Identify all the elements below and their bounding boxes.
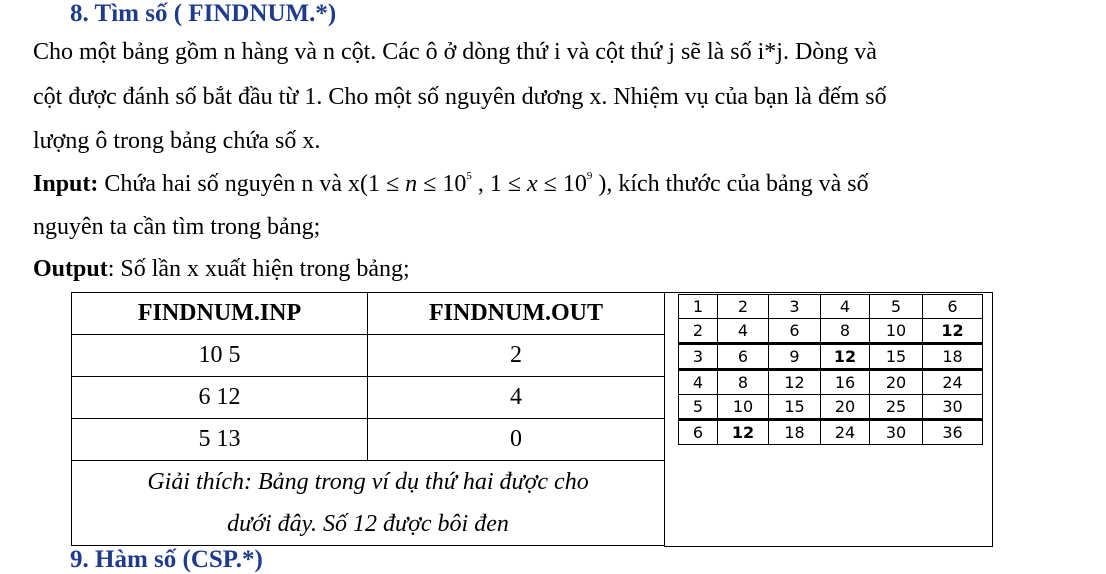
grid-cell: 24	[821, 420, 870, 445]
grid-cell: 12	[769, 370, 821, 395]
grid-row	[679, 395, 983, 420]
constraint-n-exponent: 5	[466, 170, 472, 182]
grid-cell: 18	[769, 420, 821, 445]
out-cell: 4	[368, 377, 665, 419]
grid-cell: 36	[923, 420, 983, 445]
constraint-n	[368, 171, 472, 197]
constraint-x-upper: ≤ 10	[537, 171, 587, 197]
output-line	[33, 255, 410, 283]
description-line-2: cột được đánh số bắt đầu từ 1. Cho một số nguyên dương x. Nhiệm vụ của bạn là đếm số	[33, 84, 887, 110]
inp-cell: 10 5	[72, 335, 368, 377]
grid-row	[679, 344, 983, 370]
grid-cell: 15	[870, 344, 923, 370]
grid-row	[679, 370, 983, 395]
grid-cell: 8	[821, 319, 870, 344]
io-example-table	[71, 292, 665, 546]
table-row	[72, 377, 665, 419]
header-out: FINDNUM.OUT	[368, 293, 665, 335]
grid-cell-highlighted: 12	[821, 344, 870, 370]
explanation-row	[72, 461, 665, 546]
input-line-2: nguyên ta cần tìm trong bảng;	[33, 214, 321, 240]
grid-row	[679, 295, 983, 319]
explanation-cell	[72, 461, 665, 546]
output-label: Output	[33, 256, 108, 282]
output-text: : Số lần x xuất hiện trong bảng;	[107, 256, 410, 282]
next-problem-heading: 9. Hàm số (CSP.*)	[70, 546, 263, 573]
grid-cell: 10	[718, 395, 769, 420]
table-row	[72, 335, 665, 377]
constraint-n-lower: 1 ≤	[368, 171, 406, 197]
grid-cell: 1	[679, 295, 718, 319]
out-cell: 2	[368, 335, 665, 377]
grid-cell: 9	[769, 344, 821, 370]
constraint-x-exponent: 9	[586, 170, 593, 182]
grid-cell: 10	[870, 319, 923, 344]
description-line-3: lượng ô trong bảng chứa số x.	[33, 128, 321, 154]
constraint-separator: ,	[471, 171, 490, 197]
grid-cell: 5	[870, 295, 923, 319]
grid-cell: 4	[718, 319, 769, 344]
constraint-x-var: x	[527, 171, 538, 197]
grid-cell: 16	[821, 370, 870, 395]
grid-cell: 30	[923, 395, 983, 420]
grid-cell: 15	[769, 395, 821, 420]
grid-cell: 2	[718, 295, 769, 319]
grid-cell-highlighted: 12	[923, 319, 983, 344]
inp-cell: 6 12	[72, 377, 368, 419]
input-text-before: Chứa hai số nguyên n và x(	[98, 171, 368, 197]
out-cell: 0	[368, 419, 665, 461]
explanation-line-2: dưới đây. Số 12 được bôi đen	[227, 511, 509, 537]
constraint-n-var: n	[405, 171, 418, 197]
input-label: Input:	[33, 171, 99, 197]
grid-cell-highlighted: 12	[718, 420, 769, 445]
constraint-n-upper: ≤ 10	[417, 171, 467, 197]
grid-cell: 6	[679, 420, 718, 445]
grid-cell: 24	[923, 370, 983, 395]
description-line-1: Cho một bảng gồm n hàng và n cột. Các ô ở dòng thứ i và cột thứ j sẽ là số i*j. Dòng và	[33, 39, 877, 65]
constraint-x	[490, 171, 593, 197]
explanation-line-1: Giải thích: Bảng trong ví dụ thứ hai được cho	[147, 469, 589, 495]
grid-cell: 3	[679, 344, 718, 370]
header-inp: FINDNUM.INP	[72, 293, 368, 335]
grid-cell: 20	[821, 395, 870, 420]
grid-cell: 6	[923, 295, 983, 319]
grid-cell: 5	[679, 395, 718, 420]
grid-cell: 20	[870, 370, 923, 395]
grid-cell: 4	[821, 295, 870, 319]
grid-cell: 6	[769, 319, 821, 344]
input-line-1	[33, 170, 869, 198]
grid-cell: 2	[679, 319, 718, 344]
grid-cell: 4	[679, 370, 718, 395]
grid-row	[679, 420, 983, 445]
inp-cell: 5 13	[72, 419, 368, 461]
table-row	[72, 419, 665, 461]
grid-cell: 6	[718, 344, 769, 370]
io-header-row	[72, 293, 665, 335]
multiplication-grid	[678, 294, 983, 445]
grid-cell: 3	[769, 295, 821, 319]
grid-cell: 30	[870, 420, 923, 445]
grid-cell: 18	[923, 344, 983, 370]
grid-cell: 8	[718, 370, 769, 395]
input-text-after: ), kích thước của bảng và số	[592, 171, 869, 197]
grid-cell: 25	[870, 395, 923, 420]
grid-row	[679, 319, 983, 344]
problem-heading: 8. Tìm số ( FINDNUM.*)	[70, 0, 337, 27]
constraint-x-lower: 1 ≤	[489, 171, 528, 197]
